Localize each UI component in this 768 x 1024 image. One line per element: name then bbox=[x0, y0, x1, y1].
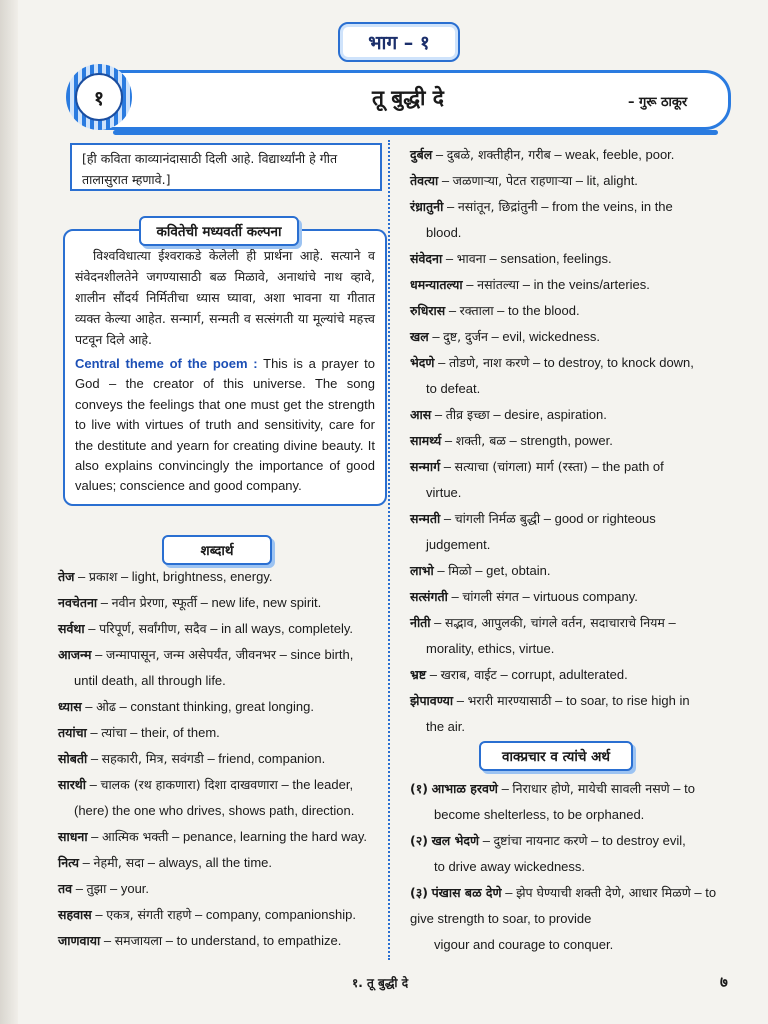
list-item: लाभो – मिळो – get, obtain. bbox=[410, 563, 551, 578]
list-item: रुधिरास – रक्ताला – to the blood. bbox=[410, 303, 580, 318]
list-item: आजन्म – जन्मापासून, जन्म असेपर्यंत, जीवनभर – since birth, until death, all through life. bbox=[58, 647, 354, 688]
footer-title: १. तू बुद्धी दे bbox=[352, 976, 409, 990]
list-item: दुर्बल – दुबळे, शक्तीहीन, गरीब – weak, feeble, poor. bbox=[410, 147, 675, 162]
glossary-right-list bbox=[410, 142, 736, 740]
list-item: संवेदना – भावना – sensation, feelings. bbox=[410, 251, 612, 266]
list-item: सामर्थ्य – शक्ती, बळ – strength, power. bbox=[410, 433, 613, 448]
theme-marathi: विश्वविधात्या ईश्वराकडे केलेली ही प्रार्थना आहे. सत्याने व संवेदनशीलतेने जगण्यासाठी बळ मिळावे, अनाथांचे नाथ व्हावे, शालीन सौंदर्य निर्मितीचा ध्यास घ्यावा, अशा भावना या गीतात व्यक्त केल्या आहेत. सन्मार्ग, सन्मती व सत्संगती या मूल्यांचे महत्त्व पटवून दिले आहे. bbox=[75, 248, 375, 347]
theme-english bbox=[75, 354, 375, 497]
list-item: तेज – प्रकाश – light, brightness, energy. bbox=[58, 569, 273, 584]
list-item: आस – तीव्र इच्छा – desire, aspiration. bbox=[410, 407, 607, 422]
list-item: सन्मार्ग – सत्याचा (चांगला) मार्ग (रस्ता) – the path of virtue. bbox=[410, 459, 664, 500]
list-item: सर्वथा – परिपूर्ण, सर्वांगीण, सदैव – in all ways, completely. bbox=[58, 621, 354, 636]
list-item: तयांचा – त्यांचा – their, of them. bbox=[58, 725, 220, 740]
glossary-heading: शब्दार्थ bbox=[162, 535, 272, 565]
page-edge bbox=[0, 0, 18, 1024]
idiom-list bbox=[410, 776, 736, 958]
glossary-left-list bbox=[58, 564, 380, 954]
list-item: सोबती – सहकारी, मित्र, सवंगडी – friend, companion. bbox=[58, 751, 326, 766]
poem-number-badge bbox=[66, 64, 132, 130]
list-item: सारथी – चालक (रथ हाकणारा) दिशा दाखवणारा – the leader, (here) the one who drives, shows path, direction. bbox=[58, 777, 355, 818]
idioms-heading: वाक्प्रचार व त्यांचे अर्थ bbox=[479, 741, 633, 771]
theme-heading: कवितेची मध्यवर्ती कल्पना bbox=[139, 216, 299, 246]
list-item: सन्मती – चांगली निर्मळ बुद्धी – good or righteous judgement. bbox=[410, 511, 656, 552]
column-divider bbox=[388, 140, 390, 960]
list-item: साधना – आत्मिक भक्ती – penance, learning the hard way. bbox=[58, 829, 367, 844]
list-item: (३) पंखास बळ देणे – झेप घेण्याची शक्ती देणे, आधार मिळणे – to give strength to soar, to provide vigour and courage to conquer. bbox=[410, 885, 717, 952]
list-item: सत्संगती – चांगली संगत – virtuous company. bbox=[410, 589, 638, 604]
theme-english-body: This is a prayer to God – the creator of this universe. The song conveys the feelings that one must get the strength to live with virtues of truth and sensitivity, care for the destitute and yearn for creating divine beauty. It also explains convincingly the importance of good values; conscience and good company. bbox=[75, 356, 375, 494]
list-item: भ्रष्ट – खराब, वाईट – corrupt, adulterated. bbox=[410, 667, 628, 682]
page-number: ७ bbox=[720, 973, 728, 991]
list-item: भेदणे – तोडणे, नाश करणे – to destroy, to knock down, to defeat. bbox=[410, 355, 694, 396]
list-item: नीती – सद्भाव, आपुलकी, चांगले वर्तन, सदाचाराचे नियम – morality, ethics, virtue. bbox=[410, 615, 676, 656]
list-item: (२) खल भेदणे – दुष्टांचा नायनाट करणे – to destroy evil, to drive away wickedness. bbox=[410, 833, 686, 874]
list-item: नित्य – नेहमी, सदा – always, all the time. bbox=[58, 855, 272, 870]
list-item: धमन्यातल्या – नसांतल्या – in the veins/arteries. bbox=[410, 277, 650, 292]
list-item: रंध्रातुनी – नसांतून, छिद्रांतुनी – from the veins, in the blood. bbox=[410, 199, 673, 240]
section-label: भाग – १ bbox=[368, 32, 430, 54]
list-item: (१) आभाळ हरवणे – निराधार होणे, मायेची सावली नसणे – to become shelterless, to be orphaned. bbox=[410, 781, 695, 822]
list-item: झेपावण्या – भरारी मारण्यासाठी – to soar, to rise high in the air. bbox=[410, 693, 690, 734]
list-item: तव – तुझा – your. bbox=[58, 881, 150, 896]
section-heading bbox=[338, 22, 460, 62]
note-box: [ही कविता काव्यानंदासाठी दिली आहे. विद्यार्थ्यांनी हे गीत तालासुरात म्हणावे.] bbox=[70, 143, 382, 191]
poem-title: तू बुद्धी दे bbox=[372, 86, 444, 110]
theme-english-lead: Central theme of the poem : bbox=[75, 356, 258, 371]
list-item: खल – दुष्ट, दुर्जन – evil, wickedness. bbox=[410, 329, 600, 344]
list-item: जाणवाया – समजायला – to understand, to empathize. bbox=[58, 933, 342, 948]
poem-author: – गुरू ठाकूर bbox=[628, 95, 688, 110]
list-item: सहवास – एकत्र, संगती राहणे – company, companionship. bbox=[58, 907, 356, 922]
list-item: नवचेतना – नवीन प्रेरणा, स्फूर्ती – new life, new spirit. bbox=[58, 595, 322, 610]
list-item: तेवत्या – जळणाऱ्या, पेटत राहणाऱ्या – lit, alight. bbox=[410, 173, 638, 188]
poem-number: १ bbox=[75, 73, 123, 121]
list-item: ध्यास – ओढ – constant thinking, great longing. bbox=[58, 699, 314, 714]
theme-box bbox=[63, 229, 387, 506]
